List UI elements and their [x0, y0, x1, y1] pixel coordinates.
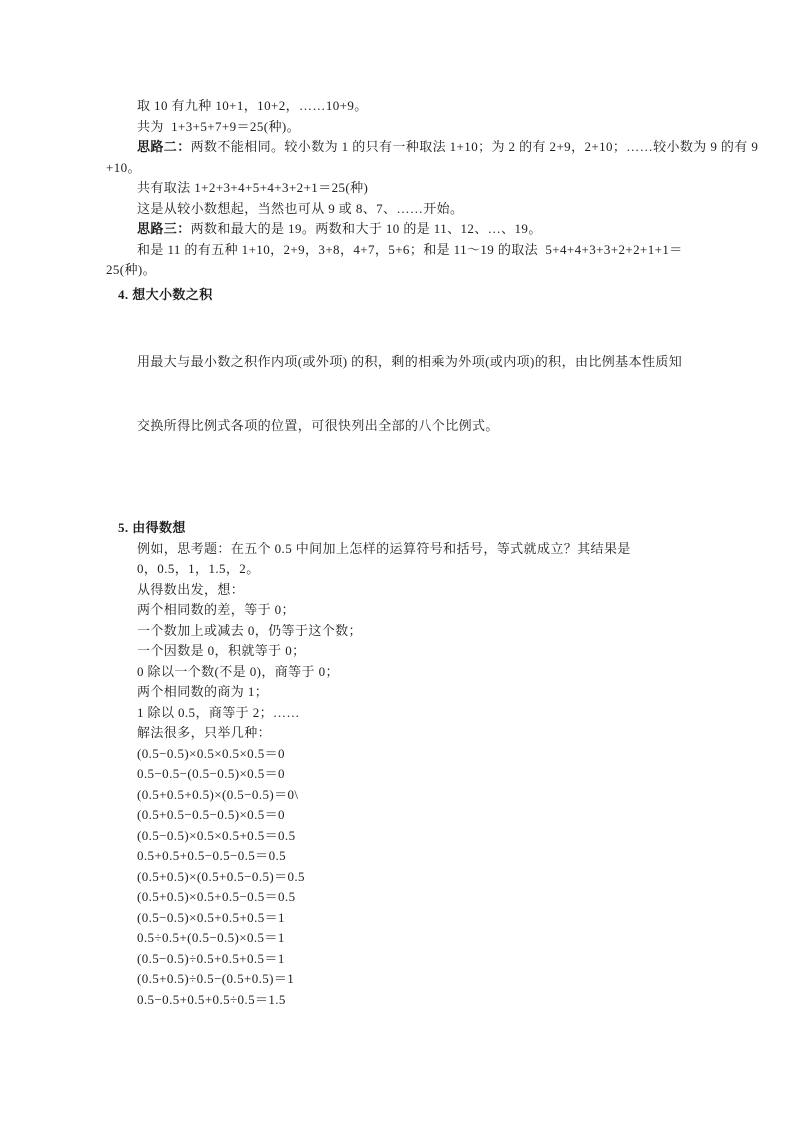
- text-line: [106, 137, 759, 158]
- text-line: 0，0.5，1，1.5，2。: [137, 561, 260, 576]
- bold-lead-label: 思路三：: [137, 221, 191, 236]
- text-line: 一个因数是 0，积就等于 0；: [137, 643, 306, 658]
- text-segment: 两数不能相同。较小数为 1 的只有一种取法 1+10；为 2 的有 2+9，2+10；……较小数为 9 的有 9: [190, 139, 759, 154]
- text-line: 0.5+0.5+0.5−0.5−0.5＝0.5: [137, 848, 287, 863]
- document-content: [106, 96, 759, 1010]
- text-line: (0.5−0.5)×0.5×0.5+0.5＝0.5: [137, 827, 296, 843]
- text-line: 两个相同数的差，等于 0；: [137, 602, 295, 617]
- text-segment: 两数和最大的是 19。两数和大于 10 的是 11、12、…、19。: [190, 221, 542, 236]
- text-line: 从得数出发，想：: [137, 581, 245, 597]
- text-line: (0.5+0.5)×0.5+0.5−0.5＝0.5: [137, 889, 296, 904]
- text-line: (0.5+0.5+0.5)×(0.5−0.5)＝0\: [137, 786, 299, 802]
- text-line: 例如，思考题：在五个 0.5 中间加上怎样的运算符号和括号，等式就成立？其结果是: [137, 540, 631, 556]
- text-line: 这是从较小数想起，当然也可从 9 或 8、7、……开始。: [137, 200, 464, 216]
- text-line: 0 除以一个数(不是 0)，商等于 0；: [137, 663, 339, 679]
- text-line: 和是 11 的有五种 1+10，2+9，3+8，4+7，5+6；和是 11～19 的取法 5+4+4+3+3+2+2+1+1＝: [137, 241, 683, 257]
- text-line: 共有取法 1+2+3+4+5+4+3+2+1＝25(种): [137, 180, 369, 195]
- bold-lead-label: 思路二：: [137, 139, 191, 154]
- section-heading-5: 5. 由得数想: [118, 520, 186, 535]
- section-heading-4: 4. 想大小数之积: [118, 286, 213, 302]
- text-line: (0.5+0.5)×(0.5+0.5−0.5)＝0.5: [137, 868, 305, 884]
- text-line: 0.5÷0.5+(0.5−0.5)×0.5＝1: [137, 930, 285, 945]
- text-line: 交换所得比例式各项的位置，可很快列出全部的八个比例式。: [137, 417, 499, 433]
- text-line: 两个相同数的商为 1；: [137, 684, 269, 699]
- text-line: 一个数加上或减去 0，仍等于这个数；: [137, 622, 362, 638]
- text-line: +10。: [106, 159, 141, 175]
- text-line: (0.5+0.5)÷0.5−(0.5+0.5)＝1: [137, 971, 295, 986]
- text-line: 取 10 有九种 10+1，10+2，……10+9。: [137, 98, 368, 113]
- text-line: [106, 219, 753, 240]
- text-line: (0.5+0.5−0.5−0.5)×0.5＝0: [137, 807, 285, 822]
- text-line: 解法很多，只举几种：: [137, 725, 272, 740]
- text-line: 共为 1+3+5+7+9＝25(种)。: [137, 118, 300, 134]
- text-line: (0.5−0.5)÷0.5+0.5+0.5＝1: [137, 950, 285, 966]
- text-line: 1 除以 0.5，商等于 2；……: [137, 704, 300, 720]
- text-line: 用最大与最小数之积作内项(或外项) 的积，剩的相乘为外项(或内项)的积，由比例基本性质知: [137, 354, 683, 369]
- text-line: 0.5−0.5−(0.5−0.5)×0.5＝0: [137, 766, 285, 781]
- text-line: (0.5−0.5)×0.5+0.5+0.5＝1: [137, 909, 285, 925]
- text-line: 0.5−0.5+0.5+0.5÷0.5＝1.5: [137, 991, 286, 1007]
- text-line: 25(种)。: [106, 262, 157, 277]
- text-line: (0.5−0.5)×0.5×0.5×0.5＝0: [137, 745, 285, 761]
